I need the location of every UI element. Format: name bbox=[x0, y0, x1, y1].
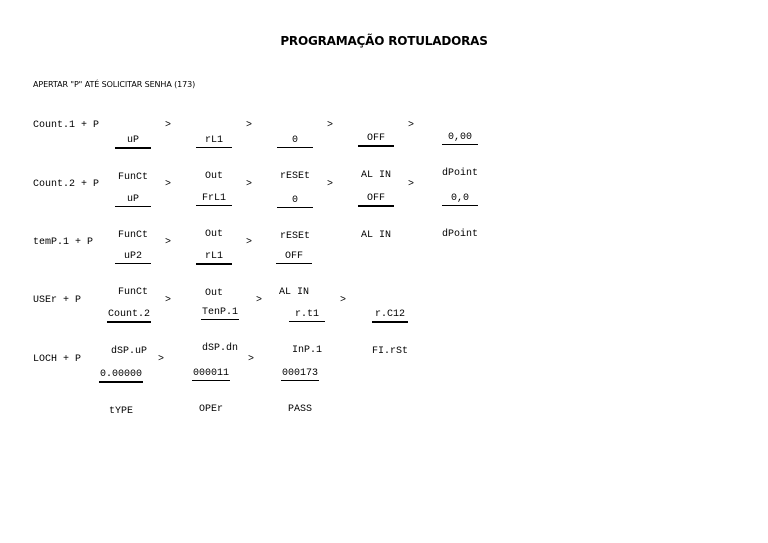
parameter-name: Out bbox=[204, 229, 224, 240]
row-label: Count.2 + P bbox=[33, 179, 100, 190]
separator-arrow: > bbox=[245, 237, 253, 248]
parameter-name: FunCt bbox=[117, 172, 149, 183]
separator-arrow: > bbox=[245, 120, 253, 131]
parameter-value: uP2 bbox=[115, 251, 151, 264]
parameter-fraction bbox=[99, 347, 143, 439]
parameter-name: InP.1 bbox=[291, 345, 323, 356]
parameter-value: uP bbox=[115, 194, 151, 207]
parameter-name: AL IN bbox=[360, 170, 392, 181]
row-label: temP.1 + P bbox=[33, 237, 94, 248]
separator-arrow: > bbox=[247, 354, 255, 365]
parameter-value: 0 bbox=[277, 135, 313, 148]
parameter-value: rL1 bbox=[196, 251, 232, 265]
parameter-value: r.C12 bbox=[372, 309, 408, 323]
parameter-name: Out bbox=[204, 288, 224, 299]
parameter-name: dSP.uP bbox=[110, 346, 148, 357]
parameter-name: dPoint bbox=[441, 168, 479, 179]
parameter-name: OPEr bbox=[198, 404, 224, 415]
separator-arrow: > bbox=[245, 179, 253, 190]
parameter-fraction bbox=[372, 287, 408, 379]
parameter-value: OFF bbox=[358, 133, 394, 147]
parameter-name: AL IN bbox=[360, 230, 392, 241]
parameter-name: FI.rSt bbox=[371, 346, 409, 357]
parameter-name: PASS bbox=[287, 404, 313, 415]
parameter-value: rL1 bbox=[196, 135, 232, 148]
parameter-value: 0.00000 bbox=[99, 369, 143, 383]
separator-arrow: > bbox=[326, 179, 334, 190]
parameter-name: Out bbox=[204, 171, 224, 182]
parameter-name: FunCt bbox=[117, 230, 149, 241]
parameter-value: Count.2 bbox=[107, 309, 151, 323]
parameter-value: FrL1 bbox=[196, 193, 232, 206]
row-label: USEr + P bbox=[33, 295, 82, 306]
parameter-value: uP bbox=[115, 135, 151, 149]
parameter-value: TenP.1 bbox=[201, 307, 239, 318]
parameter-fraction bbox=[442, 171, 478, 262]
separator-arrow: > bbox=[164, 237, 172, 248]
separator-arrow: > bbox=[407, 120, 415, 131]
separator-arrow: > bbox=[164, 179, 172, 190]
separator-arrow: > bbox=[157, 354, 165, 365]
parameter-value: 000011 bbox=[192, 368, 230, 379]
parameter-name: rESEt bbox=[279, 171, 311, 182]
parameter-value: 0 bbox=[277, 195, 313, 208]
separator-arrow: > bbox=[164, 120, 172, 131]
page-title: PROGRAMAÇÃO ROTULADORAS bbox=[280, 34, 488, 48]
instruction-text: APERTAR "P" ATÉ SOLICITAR SENHA (173) bbox=[33, 80, 196, 89]
parameter-value: 0,0 bbox=[442, 193, 478, 206]
parameter-fraction bbox=[281, 346, 319, 437]
parameter-fraction bbox=[192, 346, 230, 437]
parameter-value: 000173 bbox=[281, 368, 319, 379]
parameter-name: FunCt bbox=[117, 287, 149, 298]
parameter-value: OFF bbox=[358, 193, 394, 207]
row-label: Count.1 + P bbox=[33, 120, 100, 131]
separator-arrow: > bbox=[326, 120, 334, 131]
separator-arrow: > bbox=[164, 295, 172, 306]
parameter-value: OFF bbox=[276, 251, 312, 264]
separator-arrow: > bbox=[407, 179, 415, 190]
parameter-name: tYPE bbox=[108, 406, 134, 417]
parameter-value: 0,00 bbox=[442, 132, 478, 145]
parameter-name: AL IN bbox=[278, 287, 310, 298]
parameter-name: dPoint bbox=[441, 229, 479, 240]
parameter-name: rESEt bbox=[279, 231, 311, 242]
parameter-value: r.t1 bbox=[289, 309, 325, 322]
parameter-fraction bbox=[358, 171, 394, 263]
parameter-name: dSP.dn bbox=[201, 343, 239, 354]
separator-arrow: > bbox=[255, 295, 263, 306]
separator-arrow: > bbox=[339, 295, 347, 306]
row-label: LOCH + P bbox=[33, 354, 82, 365]
